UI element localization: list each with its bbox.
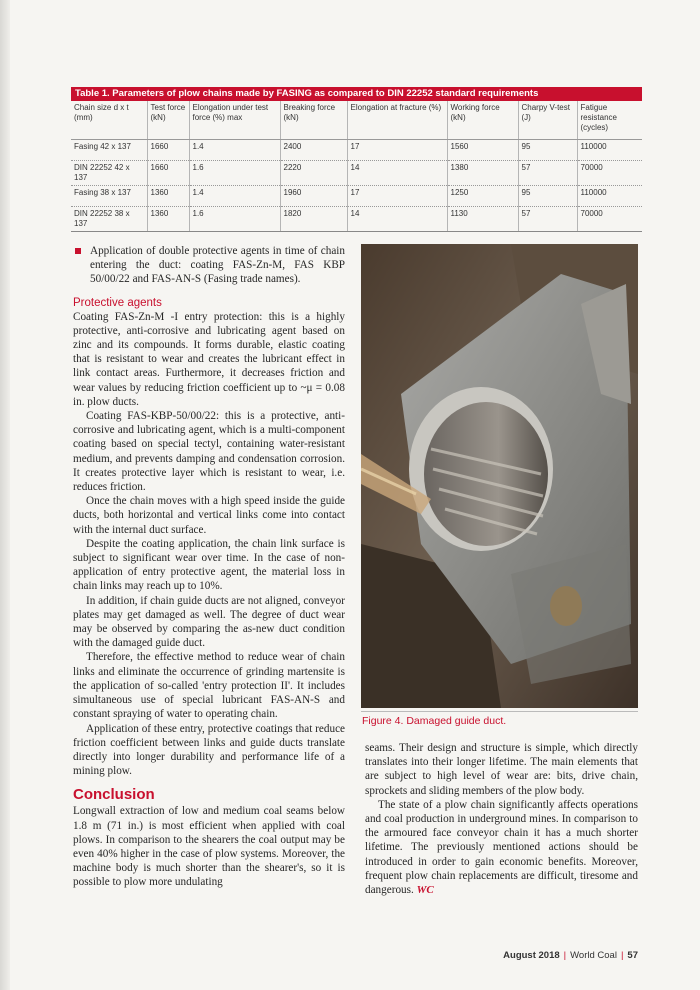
table-cell: 1820 [280,207,347,232]
column-header: Elongation under test force (%) max [189,101,280,140]
table-header-row [71,101,642,140]
table-cell: 1360 [147,186,189,207]
column-header: Working force (kN) [447,101,518,140]
end-mark: WC [416,884,434,897]
paragraph: Coating FAS-Zn-M -I entry protection: this is a highly protective, anti-corrosive and lubricating agent based on zinc and its compounds. It forms durable, elastic coating that is resistant to wear and creates the lubricant effect in link contact areas. Furthermore, it decreases friction and wear values by reducing friction coefficient up to ~μ = 0.08 in. plow ducts. [73,310,345,408]
table-cell: 110000 [577,140,642,161]
table-row [71,140,642,161]
table-cell: 14 [347,161,447,186]
table-cell: 1380 [447,161,518,186]
paragraph: Coating FAS-KBP-50/00/22: this is a protective, anti-corrosive and lubricating agent, which is a multi-component coating based on special tectyl, containing water-resistant medium, and prevents damping and condensation corrosion. It creates protective layer which is resistant to wear, i.e. reduces friction. [73,410,345,494]
left-column [73,244,345,890]
footer-magazine: World Coal [570,950,617,961]
table-row [71,161,642,186]
table-cell: 2400 [280,140,347,161]
paragraph: Therefore, the effective method to reduce wear of chain links and eliminate the occurrence of grinding martensite is the application of so-called 'entry protection II'. It includes simultaneous use of special lubricant FAS-AN-S and constant spraying of water to operating chain. [73,651,345,721]
table-cell: 1560 [447,140,518,161]
table-cell: 1.4 [189,186,280,207]
column-header: Chain size d x t (mm) [71,101,147,140]
footer-separator: | [563,950,567,961]
column-header: Elongation at fracture (%) [347,101,447,140]
figure-photo-damaged-guide-duct [361,244,638,708]
table-row [71,207,642,232]
page-footer [503,950,638,961]
table-cell: 95 [518,186,577,207]
table-cell: 17 [347,140,447,161]
paragraph: Despite the coating application, the chain link surface is subject to significant wear over time. In the case of non-application of entry protective agent, the material loss in chain links may reach up to 10%. [73,537,345,593]
section-heading-protective-agents: Protective agents [73,296,162,309]
table-cell: 57 [518,207,577,232]
right-column [365,741,638,897]
table-cell: 1250 [447,186,518,207]
footer-date: August 2018 [503,950,560,961]
column-header: Breaking force (kN) [280,101,347,140]
table-cell: 57 [518,161,577,186]
table-cell: 110000 [577,186,642,207]
table-cell: 1.6 [189,207,280,232]
bullet-item [73,244,345,287]
table-cell: 95 [518,140,577,161]
page-edge [0,0,10,990]
paragraph: Longwall extraction of low and medium coal seams below 1.8 m (71 in.) is most efficient when applied with coal plows. In comparison to the shearers the coal output may be even 40% higher in the case of plow systems. Moreover, the machine body is much shorter than the shearer's, so it is possible to plow more undulating [73,805,345,889]
paragraph: Application of these entry, protective coatings that reduce friction coefficient between links and guide ducts translate directly into longer durability and performance life of a mining plow. [73,722,345,778]
bullet-square-icon [75,248,81,254]
paragraph: seams. Their design and structure is simple, which directly translates into their longer lifetime. The main elements that are subject to high level of wear are: bits, drive chain, sprockets and sliding members of the plow body. [365,742,638,797]
table-cell: Fasing 38 x 137 [71,186,147,207]
table-cell: 70000 [577,161,642,186]
table-cell: Fasing 42 x 137 [71,140,147,161]
column-header: Fatigue resistance (cycles) [577,101,642,140]
table-title: Table 1. Parameters of plow chains made by FASING as compared to DIN 22252 standard requirements [71,87,642,101]
table-grid [71,101,642,232]
section-heading-conclusion: Conclusion [73,786,155,804]
table-cell: 17 [347,186,447,207]
table-cell: 1130 [447,207,518,232]
table-cell: DIN 22252 42 x 137 [71,161,147,186]
column-header: Charpy V-test (J) [518,101,577,140]
footer-separator: | [620,950,624,961]
table-cell: DIN 22252 38 x 137 [71,207,147,232]
table-cell: 70000 [577,207,642,232]
figure-rule [361,711,638,712]
paragraph: Once the chain moves with a high speed inside the guide ducts, both horizontal and vertical links come into contact with the internal duct surface. [73,495,345,536]
table-row [71,186,642,207]
table-cell: 1360 [147,207,189,232]
bullet-text: Application of double protective agents in time of chain entering the duct: coating FAS-Zn-M, FAS KBP 50/00/22 and FAS-AN-S (Fasing trade names). [90,245,345,286]
table-cell: 1660 [147,161,189,186]
paragraph: In addition, if chain guide ducts are not aligned, conveyor plates may get damaged as well. The degree of duct wear may be observed by comparing the as-new duct condition with the damaged guide duct. [73,594,345,650]
paragraph: The state of a plow chain significantly affects operations and coal production in underground mines. In comparison to the armoured face conveyor chain it has a much shorter lifetime. The previously mentioned actions should be introduced in order to gain economic benefits. Moreover, frequent plow chain replacements are difficult, tiresome and dangerous. [365,798,638,897]
table-cell: 1960 [280,186,347,207]
table-cell: 1660 [147,140,189,161]
page-number: 57 [627,950,638,961]
table-cell: 1.6 [189,161,280,186]
table-cell: 14 [347,207,447,232]
parameters-table [71,87,642,232]
column-header: Test force (kN) [147,101,189,140]
table-cell: 2220 [280,161,347,186]
figure-caption: Figure 4. Damaged guide duct. [362,715,507,727]
table-cell: 1.4 [189,140,280,161]
